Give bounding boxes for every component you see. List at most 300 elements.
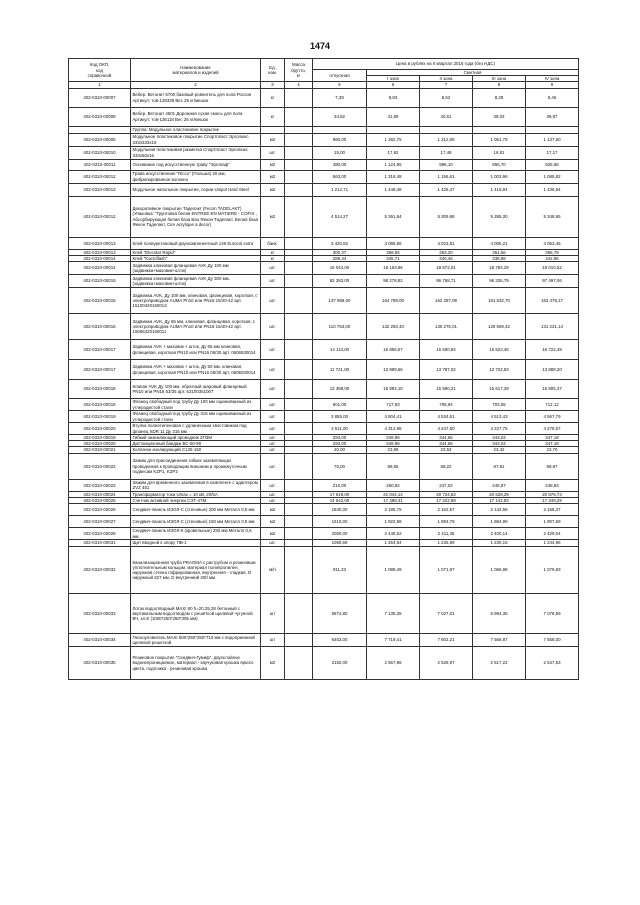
price-zone2-cell: 40,61 [420, 107, 473, 126]
price-zone3-cell: 8,28 [473, 88, 526, 107]
price-zone3-cell: 16 523,46 [473, 340, 526, 360]
unit-cell: шт. [261, 479, 285, 491]
unit-cell: шт. [261, 288, 285, 314]
unit-cell: шт. [261, 491, 285, 497]
price-release-cell: 1 212,71 [313, 183, 367, 196]
mass-cell [285, 540, 313, 547]
unit-cell: кг [261, 255, 285, 261]
table-row [69, 146, 579, 159]
price-zone4-cell: 4 278,67 [526, 423, 579, 435]
price-zone3-cell: 1 419,84 [473, 183, 526, 196]
name-cell: Колпачок изолирующий С125-150 [131, 447, 261, 453]
price-zone4-cell: 1 244,96 [526, 540, 579, 547]
price-zone1-cell: 1 124,95 [367, 159, 420, 170]
price-zone3-cell: 18 784,29 [473, 262, 526, 275]
price-zone2-cell: 20 724,63 [420, 491, 473, 497]
price-zone2-cell: 15 590,21 [420, 380, 473, 399]
header-zone-2: II зона [420, 76, 473, 82]
mass-cell [285, 275, 313, 288]
price-zone4-cell: 1 079,83 [526, 547, 579, 594]
price-zone3-cell: 5 285,30 [473, 196, 526, 237]
price-zone2-cell: 2 528,97 [420, 647, 473, 680]
price-zone1-cell: 7 719,41 [367, 634, 420, 647]
price-zone3-cell: 16,81 [473, 146, 526, 159]
mass-cell [285, 516, 313, 528]
price-zone2-cell: 130 275,01 [420, 314, 473, 340]
name-cell: Зажим для присоединения гибких заземляющих проводников к проводящим внешним и промежуточным подвесам KZP1, KZP2 [131, 453, 261, 479]
table-row [69, 516, 579, 528]
price-zone4-cell: 1 436,94 [526, 183, 579, 196]
table-row [69, 88, 579, 107]
price-zone4-cell: 347,18 [526, 435, 579, 441]
price-zone2-cell [420, 126, 473, 133]
price-zone1-cell: 21 044,14 [367, 491, 420, 497]
price-zone3-cell: 245,87 [473, 479, 526, 491]
price-zone2-cell: 17 222,89 [420, 497, 473, 503]
unit-cell: шт. [261, 314, 285, 340]
table-row [69, 594, 579, 634]
table-row [69, 340, 579, 360]
unit-cell: шт. [261, 540, 285, 547]
price-zone2-cell: 1 426,47 [420, 183, 473, 196]
price-release-cell: 293,00 [313, 435, 367, 441]
mass-cell [285, 399, 313, 411]
price-zone3-cell: 17 142,83 [473, 497, 526, 503]
price-zone2-cell: 5 309,98 [420, 196, 473, 237]
mass-cell [285, 547, 313, 594]
price-zone4-cell: 7 078,59 [526, 594, 579, 634]
code-cell: 402-0310-00019 [69, 399, 131, 411]
code-cell: 402-0310-00033 [69, 594, 131, 634]
header-zone-4: IV зона [526, 76, 579, 82]
price-zone1-cell: 4 312,98 [367, 423, 420, 435]
code-cell: 402-0310-00019 [69, 435, 131, 441]
price-zone3-cell: 4 227,75 [473, 423, 526, 435]
col-number: 2 [131, 82, 261, 88]
code-cell: 402-0310-00013 [69, 249, 131, 255]
price-release-cell: 480,00 [313, 159, 367, 170]
unit-cell: банк. [261, 237, 285, 249]
code-cell: 402-0310-00012 [69, 196, 131, 237]
unit-cell: шт. [261, 360, 285, 380]
price-release-cell: 137 968,00 [313, 288, 367, 314]
price-zone1-cell: 1 254,94 [367, 540, 420, 547]
name-cell: Основание под искусственную траву "Эргопаф" [131, 159, 261, 170]
price-zone2-cell: 247,02 [420, 479, 473, 491]
mass-cell [285, 423, 313, 435]
name-cell: Задвижка клиновая фланцевая AVK Ду 100 мм (задвижка+маховик+шток) [131, 262, 261, 275]
table-row [69, 183, 579, 196]
code-cell: 402-0310-00014 [69, 262, 131, 275]
price-zone4-cell: 163 478,17 [526, 288, 579, 314]
price-zone1-cell: 17,92 [367, 146, 420, 159]
price-zone2-cell: 96 768,71 [420, 275, 473, 288]
price-zone3-cell: 13 722,83 [473, 360, 526, 380]
mass-cell [285, 314, 313, 340]
mass-cell [285, 159, 313, 170]
price-release-cell: 293,00 [313, 441, 367, 447]
table-row [69, 479, 579, 491]
price-zone4-cell: 131 231,14 [526, 314, 579, 340]
code-cell: 402-0310-00026 [69, 504, 131, 516]
price-zone2-cell: 706,94 [420, 399, 473, 411]
price-release-cell: 14 642,00 [313, 497, 367, 503]
price-zone4-cell: 17 349,29 [526, 497, 579, 503]
price-zone1-cell: 23,89 [367, 447, 420, 453]
unit-cell: кг [261, 107, 285, 126]
unit-cell [261, 126, 285, 133]
price-zone1-cell: 717,83 [367, 399, 420, 411]
price-zone3-cell: 4 513,43 [473, 411, 526, 423]
price-release-cell: 1830,00 [313, 504, 367, 516]
table-row [69, 504, 579, 516]
price-zone1-cell: 8,83 [367, 88, 420, 107]
code-cell: 402-0310-00014 [69, 255, 131, 261]
name-cell: Трансформатор тока Umax = 10 кВ, 20/5А [131, 491, 261, 497]
mass-cell [285, 453, 313, 479]
price-zone2-cell: 13 787,02 [420, 360, 473, 380]
name-cell: Задвижка AVK, Ду 100 мм, клиновая, фланцевая, короткая, с электроприводом AUMA Pn10 или PN16 15/40-42 арт. 15100420160013 [131, 288, 261, 314]
code-cell: 402-0310-00020 [69, 423, 131, 435]
code-cell: 402-0310-00028 [69, 528, 131, 540]
code-cell: 402-0310-00025 [69, 497, 131, 503]
mass-cell [285, 411, 313, 423]
name-cell: Сендвич-панель ИЗОЛ-С (стеновые) 200 мм Металл 0,5 мм [131, 504, 261, 516]
unit-cell: м2 [261, 528, 285, 540]
code-cell: 402-0310-00031 [69, 540, 131, 547]
price-zone4-cell: 2 168,37 [526, 504, 579, 516]
col-number: 8 [473, 82, 526, 88]
col-number: 4 [285, 82, 313, 88]
table-row [69, 380, 579, 399]
price-zone4-cell: 248,83 [526, 479, 579, 491]
price-zone2-cell: 340,46 [420, 255, 473, 261]
price-zone2-cell: 344,65 [420, 441, 473, 447]
price-zone4-cell: 19 010,52 [526, 262, 579, 275]
price-zone3-cell: 7 566,87 [473, 634, 526, 647]
table-row [69, 528, 579, 540]
price-zone2-cell: 353,20 [420, 249, 473, 255]
mass-cell [285, 126, 313, 133]
name-cell: Клей "Elecstar Rapid" [131, 249, 261, 255]
unit-cell: шт. [261, 411, 285, 423]
code-cell: 402-0310-00011 [69, 159, 131, 170]
price-zone2-cell: 1 893,79 [420, 516, 473, 528]
name-cell: Вебер. Ветонит 5700 базовый ровнитель для пола Россия Артикул: тов-128339 Вес 25 кг/мешок [131, 88, 261, 107]
name-cell: Счетчик активной энергии СЭТ-4ТМ [131, 497, 261, 503]
code-cell: 402-0310-00013 [69, 183, 131, 196]
unit-cell: м2 [261, 516, 285, 528]
code-cell: 402-0310-00005 [69, 133, 131, 146]
mass-cell [285, 340, 313, 360]
table-row [69, 411, 579, 423]
price-release-cell: 4 514,27 [313, 196, 367, 237]
table-row [69, 547, 579, 594]
price-release-cell: 1050,69 [313, 540, 367, 547]
price-release-cell: 7,39 [313, 88, 367, 107]
name-cell: Гибкий заземляющий проводник ЗПЗМ [131, 435, 261, 441]
unit-cell: шт. [261, 447, 285, 453]
price-release-cell: 5874,80 [313, 594, 367, 634]
code-cell: 402-0310-00021 [69, 447, 131, 453]
price-zone1-cell: 1 922,98 [367, 516, 420, 528]
name-cell: Сендвич-панель ИЗОЛ-К (кровельные) 250 мм Металл 0,5 мм [131, 528, 261, 540]
price-zone1-cell: 13 999,56 [367, 360, 420, 380]
table-row [69, 262, 579, 275]
price-zone4-cell: 1 137,60 [526, 133, 579, 146]
price-zone2-cell: 1 071,97 [420, 547, 473, 594]
mass-cell [285, 288, 313, 314]
price-release-cell: 2150,00 [313, 647, 367, 680]
price-zone1-cell: 2 567,96 [367, 647, 420, 680]
code-cell: 402-0310-00015 [69, 275, 131, 288]
name-cell: Вебер. Ветонит 4601 Дорожная сухая смесь для пола Артикул: тов-136118 Вес 25 кг/мешок [131, 107, 261, 126]
price-release-cell: 563,00 [313, 170, 367, 183]
price-release-cell: 3 611,00 [313, 423, 367, 435]
header-estimate: Сметная [367, 70, 579, 76]
mass-cell [285, 528, 313, 540]
name-cell: Резиновое покрытие "Сендвич-Гумиф", двухслойное водонепроницаемое, материал - каучуковая крошка яркого цвета, подложка - резиновая крошка [131, 647, 261, 680]
price-zone3-cell: 2 400,14 [473, 528, 526, 540]
price-zone3-cell: 23,42 [473, 447, 526, 453]
price-zone3-cell: 2 142,56 [473, 504, 526, 516]
unit-cell: шт. [261, 497, 285, 503]
price-table [68, 58, 579, 680]
price-zone2-cell: 4 023,81 [420, 237, 473, 249]
price-zone2-cell: 18 872,01 [420, 262, 473, 275]
price-zone2-cell: 1 212,08 [420, 133, 473, 146]
price-zone2-cell: 7 027,01 [420, 594, 473, 634]
price-zone1-cell: 1 448,48 [367, 183, 420, 196]
name-cell: Задвижка AVK + маховик + шток, Ду 65 мм клиновая, фланцевая, короткая PN10 или PN16 06/30 арт. 0606530014 [131, 340, 261, 360]
price-zone3-cell: 338,88 [473, 255, 526, 261]
price-zone4-cell [526, 126, 579, 133]
name-cell: Декоративное покрытие Таделакт (Fecon TADELAKT) (Упаковка: "Грунтовка белая ENTREE EN MATIERE - COFIX , Абсорбирующая белая база Бао Фекон Таделакт, Белая база Фекон Таделакт, Cire acrylique a decor) [131, 196, 261, 237]
unit-cell: кг [261, 249, 285, 255]
mass-cell [285, 183, 313, 196]
price-zone4-cell: 2 547,53 [526, 647, 579, 680]
price-zone1-cell: 349,96 [367, 441, 420, 447]
unit-cell: шт. [261, 380, 285, 399]
name-cell: Задвижка AVK, Ду 65 мм, клиновая, фланцевая, короткая, с электроприводом AUMA Pn10 или PN16 15/40-42 арт. 15065420160011 [131, 314, 261, 340]
price-release-cell: 6463,00 [313, 634, 367, 647]
table-row [69, 647, 579, 680]
price-zone1-cell: 41,59 [367, 107, 420, 126]
unit-cell: шт. [261, 275, 285, 288]
unit-cell: шт. [261, 453, 285, 479]
table-row [69, 453, 579, 479]
header-unit: Ед. изм. [261, 59, 285, 82]
price-zone2-cell: 16 600,84 [420, 340, 473, 360]
price-zone1-cell: 1 382,75 [367, 133, 420, 146]
price-release-cell: 3 855,00 [313, 411, 367, 423]
code-cell: 402-0310-00015 [69, 288, 131, 314]
price-zone3-cell: 161 532,70 [473, 288, 526, 314]
price-zone1-cell: 4 085,86 [367, 237, 420, 249]
price-zone3-cell: 4 005,21 [473, 237, 526, 249]
header-zone-3: III зона [473, 76, 526, 82]
header-release: отпускная [313, 70, 367, 82]
price-zone4-cell: 97 497,06 [526, 275, 579, 288]
code-cell: 402-0310-00023 [69, 479, 131, 491]
price-zone4-cell: 4 567,79 [526, 411, 579, 423]
price-zone4-cell: 5 348,95 [526, 196, 579, 237]
price-zone1-cell: 17 488,41 [367, 497, 420, 503]
price-release-cell [313, 126, 367, 133]
name-cell: Клапан AVK Ду 100 мм. обратный шаровый фланцевый PN10 или PN16 53/35 арт. 53100351007 [131, 380, 261, 399]
price-zone1-cell: 349,96 [367, 435, 420, 441]
name-cell: Трава искусственная "Ricco" (Польша) 20 мм, фибрилированное волокно [131, 170, 261, 183]
col-number: 5 [313, 82, 367, 88]
price-zone1-cell: 89,55 [367, 453, 420, 479]
price-release-cell: 13 398,00 [313, 380, 367, 399]
price-zone1-cell: 358,84 [367, 249, 420, 255]
price-release-cell: 300,37 [313, 249, 367, 255]
price-release-cell: 11 721,00 [313, 360, 367, 380]
price-zone4-cell: 347,18 [526, 441, 579, 447]
price-zone3-cell: 96 336,79 [473, 275, 526, 288]
price-release-cell: 210,00 [313, 479, 367, 491]
table-row [69, 170, 579, 183]
price-zone1-cell: 164 789,00 [367, 288, 420, 314]
table-row [69, 126, 579, 133]
name-cell: Клей "Kactoflash" [131, 255, 261, 261]
unit-cell: шт [261, 634, 285, 647]
code-cell: 402-0310-00016 [69, 314, 131, 340]
unit-cell: шт. [261, 340, 285, 360]
price-release-cell: 14 113,00 [313, 340, 367, 360]
price-zone3-cell: 343,04 [473, 441, 526, 447]
code-cell: 402-0310-00018 [69, 380, 131, 399]
price-zone3-cell: 20 628,29 [473, 491, 526, 497]
price-zone3-cell: 343,04 [473, 435, 526, 441]
mass-cell [285, 647, 313, 680]
unit-cell: м/п [261, 547, 285, 594]
price-zone2-cell: 23,53 [420, 447, 473, 453]
price-zone4-cell: 13 888,20 [526, 360, 579, 380]
header-price-caption: Цена в рублях на II квартал 2016 года (без НДС) [313, 59, 579, 70]
price-release-cell: 601,00 [313, 399, 367, 411]
price-zone1-cell: 5 391,84 [367, 196, 420, 237]
price-zone4-cell: 15 805,37 [526, 380, 579, 399]
mass-cell [285, 380, 313, 399]
name-cell: Модульное пластиковое покрытие Спортпласт Эрголюкс 333х333х16 [131, 133, 261, 146]
unit-cell: м2 [261, 647, 285, 680]
name-cell: Лоток водоотводный MAXI 80 h=20,29,28 бетонный с вертикальным водоотводом с решёткой щелевой чугунной ВЧ, кл.E (1000*250*250*305 мм) [131, 594, 261, 634]
unit-cell: м2 [261, 183, 285, 196]
table-row [69, 423, 579, 435]
price-release-cell: 16 044,00 [313, 262, 367, 275]
header-zone-1: I зона [367, 76, 420, 82]
price-zone3-cell: 129 669,42 [473, 314, 526, 340]
table-row [69, 314, 579, 340]
code-cell: 402-0310-00007 [69, 88, 131, 107]
code-cell: 402-0310-00034 [69, 634, 131, 647]
price-zone4-cell: 39,87 [526, 107, 579, 126]
col-number: 7 [420, 82, 473, 88]
price-release-cell: 75,00 [313, 453, 367, 479]
price-zone1-cell: 250,82 [367, 479, 420, 491]
unit-cell: м2 [261, 196, 285, 237]
price-zone4-cell: 8,46 [526, 88, 579, 107]
unit-cell: м2 [261, 504, 285, 516]
table-row [69, 275, 579, 288]
price-release-cell: 17 619,00 [313, 491, 367, 497]
name-cell: Пескоуловитель MAXI 500*250*250*710 мм с водоприемной щелевой решеткой [131, 634, 261, 647]
price-zone3-cell: 1 003,96 [473, 170, 526, 183]
price-zone2-cell: 17,49 [420, 146, 473, 159]
col-number: 3 [261, 82, 285, 88]
header-code: Код ОКП, код справочной [69, 59, 131, 82]
mass-cell [285, 170, 313, 183]
unit-cell: м2 [261, 133, 285, 146]
header-mass: Масса брутто, кг [285, 59, 313, 82]
name-cell: Зажим для временного заземления в комплекте с адаптером ZVZ 451 [131, 479, 261, 491]
table-row [69, 133, 579, 146]
unit-cell: шт. [261, 399, 285, 411]
unit-cell: шт. [261, 423, 285, 435]
price-zone3-cell: 351,56 [473, 249, 526, 255]
price-zone2-cell: 344,65 [420, 435, 473, 441]
price-zone4-cell: 925,58 [526, 159, 579, 170]
price-zone4-cell: 20 876,74 [526, 491, 579, 497]
price-zone1-cell: 4 604,41 [367, 411, 420, 423]
unit-cell: шт. [261, 435, 285, 441]
page-number: 1474 [309, 41, 331, 51]
mass-cell [285, 634, 313, 647]
mass-cell [285, 107, 313, 126]
price-zone1-cell: 98 278,82 [367, 275, 420, 288]
code-cell: 402-0310-00027 [69, 516, 131, 528]
name-cell: Сендвич-панель ИЗОЛ-С (стеновые) 150 мм Металл 0,5 мм [131, 516, 261, 528]
price-zone4-cell: 342,96 [526, 255, 579, 261]
price-zone3-cell: 15 617,29 [473, 380, 526, 399]
price-zone3-cell [473, 126, 526, 133]
price-zone2-cell: 4 534,51 [420, 411, 473, 423]
price-release-cell: 2050,00 [313, 528, 367, 540]
name-cell: Задвижка клиновая фланцевая AVK Ду 300 мм. (задвижка+маховик+шток) [131, 275, 261, 288]
price-zone4-cell: 17,17 [526, 146, 579, 159]
price-zone2-cell: 2 411,35 [420, 528, 473, 540]
name-cell: Щит вводной к опору ПВ-1 [131, 540, 261, 547]
table-row [69, 288, 579, 314]
unit-cell: шт. [261, 146, 285, 159]
price-zone2-cell: 162 287,09 [420, 288, 473, 314]
code-cell: 402-0310-00035 [69, 647, 131, 680]
price-zone4-cell: 2 429,04 [526, 528, 579, 540]
code-cell: 402-0310-00024 [69, 491, 131, 497]
price-release-cell: 20,00 [313, 447, 367, 453]
unit-cell: шт [261, 594, 285, 634]
price-zone1-cell: 19 163,96 [367, 262, 420, 275]
code-cell: 402-0310-00013 [69, 237, 131, 249]
price-zone3-cell: 2 517,22 [473, 647, 526, 680]
code-cell: 402-0310-00010 [69, 146, 131, 159]
price-release-cell: 82 283,00 [313, 275, 367, 288]
price-zone3-cell: 87,81 [473, 453, 526, 479]
price-zone3-cell: 855,70 [473, 159, 526, 170]
price-zone1-cell: 1 088,49 [367, 547, 420, 594]
price-zone3-cell: 1 051,79 [473, 133, 526, 146]
price-zone3-cell: 1 884,99 [473, 516, 526, 528]
unit-cell: кг [261, 88, 285, 107]
code-cell: 402-0310-00012 [69, 170, 131, 183]
name-cell: Фланец свободный под трубу Ду 315 мм оцинкованный из углеродистой стали [131, 411, 261, 423]
price-release-cell: 110 753,00 [313, 314, 367, 340]
table-row [69, 634, 579, 647]
mass-cell [285, 479, 313, 491]
price-zone4-cell: 16 722,48 [526, 340, 579, 360]
